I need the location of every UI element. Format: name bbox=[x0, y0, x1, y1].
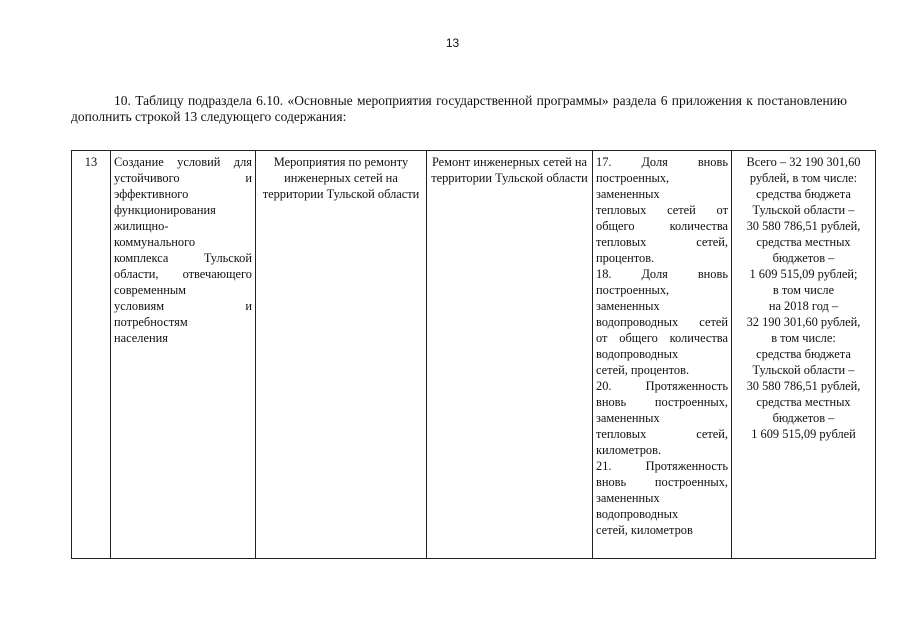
goal-line: населения bbox=[114, 331, 168, 345]
row-number: 13 bbox=[84, 155, 98, 169]
page-number: 13 bbox=[445, 36, 460, 50]
goal-line: потребностям bbox=[114, 315, 188, 329]
goal-line: коммунального bbox=[114, 235, 196, 249]
indicator-line: 17. Доля вновь bbox=[596, 155, 728, 169]
funding-line: средства бюджета bbox=[756, 347, 851, 361]
goal-line: условиям и bbox=[114, 299, 252, 313]
indicator-line: водопроводных bbox=[596, 347, 679, 361]
goal-line: эффективного bbox=[114, 187, 189, 201]
goal-line: области, отвечающего bbox=[114, 267, 252, 281]
funding-line: в том числе: bbox=[771, 331, 836, 345]
goal-text bbox=[114, 154, 252, 346]
funding-line: средства бюджета bbox=[756, 187, 851, 201]
funding-line: Тульской области – bbox=[752, 363, 855, 377]
goal-line: жилищно- bbox=[114, 219, 169, 233]
indicator-line: общего количества bbox=[596, 219, 728, 233]
indicator-line: тепловых сетей, bbox=[596, 427, 728, 441]
indicator-line: от общего количества bbox=[596, 331, 728, 345]
indicators-text bbox=[596, 154, 728, 538]
goal-line: комплекса Тульской bbox=[114, 251, 252, 265]
funding-line: средства местных bbox=[756, 395, 851, 409]
funding-text bbox=[735, 154, 872, 442]
funding-line: 32 190 301,60 рублей, bbox=[746, 315, 861, 329]
indicator-line: тепловых сетей от bbox=[596, 203, 728, 217]
funding-line: Тульской области – bbox=[752, 203, 855, 217]
indicator-line: 20. Протяженность bbox=[596, 379, 728, 393]
funding-line: 1 609 515,09 рублей; bbox=[749, 267, 858, 281]
indicator-line: вновь построенных, bbox=[596, 475, 728, 489]
indicator-line: замененных bbox=[596, 187, 660, 201]
intro-paragraph: 10. Таблицу подраздела 6.10. «Основные мероприятия государственной программы» раздела 6 приложения к постановлению дополнить строкой 13 следующего содержания: bbox=[71, 93, 847, 124]
funding-line: рублей, в том числе: bbox=[749, 171, 858, 185]
event-text: Ремонт инженерных сетей на территории Тульской области bbox=[431, 155, 588, 185]
indicator-line: сетей, километров bbox=[596, 523, 693, 537]
goal-line: современным bbox=[114, 283, 187, 297]
funding-cell bbox=[732, 151, 876, 559]
indicator-line: вновь построенных, bbox=[596, 395, 728, 409]
indicator-line: построенных, bbox=[596, 171, 670, 185]
activity-text: Мероприятия по ремонту инженерных сетей на территории Тульской области bbox=[262, 155, 420, 201]
indicator-line: замененных bbox=[596, 491, 660, 505]
funding-line: бюджетов – bbox=[772, 411, 835, 425]
funding-line: бюджетов – bbox=[772, 251, 835, 265]
funding-line: 30 580 786,51 рублей, bbox=[746, 379, 861, 393]
indicator-line: 18. Доля вновь bbox=[596, 267, 728, 281]
funding-line: средства местных bbox=[756, 235, 851, 249]
goal-line: устойчивого и bbox=[114, 171, 252, 185]
funding-line: Всего – 32 190 301,60 bbox=[746, 155, 861, 169]
indicator-line: замененных bbox=[596, 411, 660, 425]
goal-cell bbox=[111, 151, 256, 559]
goal-line: Создание условий для bbox=[114, 155, 252, 169]
funding-line: в том числе bbox=[772, 283, 835, 297]
activity-cell bbox=[256, 151, 427, 559]
row-number-cell bbox=[72, 151, 111, 559]
indicators-cell bbox=[593, 151, 732, 559]
indicator-line: замененных bbox=[596, 299, 660, 313]
indicator-line: водопроводных bbox=[596, 507, 679, 521]
funding-line: 30 580 786,51 рублей, bbox=[746, 219, 861, 233]
funding-line: 1 609 515,09 рублей bbox=[751, 427, 856, 441]
table-row bbox=[72, 151, 876, 559]
indicator-line: сетей, процентов. bbox=[596, 363, 690, 377]
indicator-line: процентов. bbox=[596, 251, 655, 265]
indicator-line: 21. Протяженность bbox=[596, 459, 728, 473]
indicator-line: километров. bbox=[596, 443, 662, 457]
goal-line: функционирования bbox=[114, 203, 216, 217]
indicator-line: водопроводных сетей bbox=[596, 315, 728, 329]
indicator-line: тепловых сетей, bbox=[596, 235, 728, 249]
activities-table bbox=[71, 150, 876, 559]
funding-line: на 2018 год – bbox=[768, 299, 839, 313]
indicator-line: построенных, bbox=[596, 283, 670, 297]
event-cell bbox=[427, 151, 593, 559]
